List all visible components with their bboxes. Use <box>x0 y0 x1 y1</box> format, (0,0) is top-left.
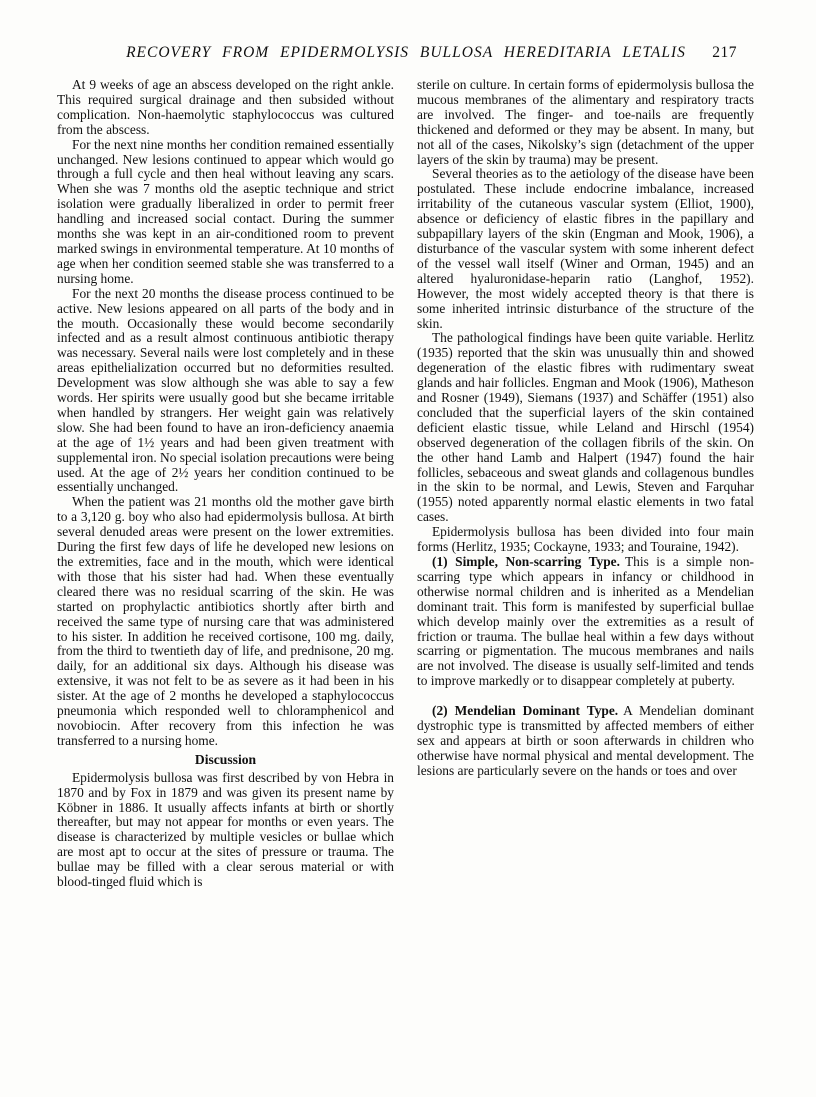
paragraph-case-abscess: At 9 weeks of age an abscess developed on the right ankle. This required surgical drainage and then subsided without complication. Non-haemolytic staphylococcus was cultured from the abscess. <box>57 77 394 137</box>
type-1-lead: (1) Simple, Non-scarring Type. <box>432 554 620 569</box>
paragraph-four-main-forms: Epidermolysis bullosa has been divided into four main forms (Herlitz, 1935; Cockayne, 1933; and Touraine, 1942). <box>417 524 754 555</box>
text-columns <box>57 78 755 890</box>
paragraph-pathological-findings: The pathological findings have been quite variable. Herlitz (1935) reported that the skin was unusually thin and showed degeneration of the elastic fibres with rudimentary sweat glands and hair follicles. Engman and Mook (1906), Matheson and Rosner (1949), Siemans (1937) and Schäffer (1951) also concluded that the superficial layers of the skin contained deficient elastic tissue, while Leland and Hirschl (1954) observed degeneration of the collagen fibrils of the skin. On the other hand Lamb and Halpert (1947) found the hair follicles, sebaceous and sweat glands and collagenous bundles in the skin to be normal, and Lewis, Steven and Farquhar (1955) noted apparently normal elastic elements in two fatal cases. <box>417 330 754 525</box>
discussion-heading: Discussion <box>194 751 257 767</box>
page-number: 217 <box>712 44 737 61</box>
paragraph-sterile-culture: sterile on culture. In certain forms of epidermolysis bullosa the mucous membranes of the alimentary and respiratory tracts are involved. The finger- and toe-nails are frequently thickened and deformed or they may be absent. In many, but not all of the cases, Nikolsky’s sign (detachment of the upper layers of the skin by trauma) may be present. <box>417 77 754 167</box>
paragraph-type-1-simple <box>417 555 754 689</box>
type-2-text: A Mendelian dominant dystrophic type is transmitted by affected members of either sex and appears at birth or soon afterwards in children who otherwise have normal physical and mental development. The lesions are particularly severe on the hands or toes and over <box>417 703 754 778</box>
paragraph-type-2-dominant <box>417 704 754 779</box>
running-head <box>57 44 755 65</box>
right-column <box>417 78 754 890</box>
paragraph-twenty-months: For the next 20 months the disease process continued to be active. New lesions appeared on all parts of the body and in the mouth. Occasionally these would become secondarily infected and as a result almost continuous antibiotic therapy was necessary. Several nails were lost completely and in these areas epithelialization occurred but no deformities resulted. Development was slow although she was able to say a few words. Her spirits were usually good but she became irritable when handled by strangers. Her weight gain was relatively slow. She had been found to have an iron-deficiency anaemia at the age of 1½ years and had been given treatment with supplemental iron. No special isolation precautions were being used. At the age of 2½ years her condition continued to be essentially unchanged. <box>57 285 394 495</box>
paragraph-brother-case: When the patient was 21 months old the mother gave birth to a 3,120 g. boy who also had epidermolysis bullosa. At birth several denuded areas were present on the lower extremities. During the first few days of life he developed new lesions on the extremities, face and in the mouth, which were identical with those that his sister had had. When these eventually cleared there was no residual scarring of the skin. He was started on prophylactic antibiotics shortly after birth and received the same type of nursing care that was administered to his sister. In addition he received cortisone, 100 mg. daily, from the third to twentieth day of life, and prednisone, 20 mg. daily, for an additional six days. Although his disease was extensive, it was not felt to be as severe as it had been in his sister. At the age of 2 months he developed a staphylococcus pneumonia which responded well to chloramphenicol and novobiocin. After recovery from this infection he was transferred to a nursing home. <box>57 494 394 748</box>
paragraph-aetiology-theories: Several theories as to the aetiology of the disease have been postulated. These include endocrine imbalance, increased irritability of the cutaneous vascular system (Elliot, 1900), absence or deficiency of elastic fibres in the papillary and subpapillary layers of the skin (Engman and Mook, 1906), a disturbance of the vascular system with some inherent defect of the vessel wall itself (Winer and Orman, 1945) and an altered hyaluronidase-heparin ratio (Langhof, 1952). However, the most widely accepted theory is that there is some inherited intrinsic disturbance of the structure of the skin. <box>417 166 754 331</box>
paragraph-discussion-intro: Epidermolysis bullosa was first described by von Hebra in 1870 and by Fox in 1879 and was given its present name by Köbner in 1886. It usually affects infants at birth or shortly thereafter, but may not appear for months or even years. The disease is characterized by multiple vesicles or bullae which are most apt to occur at the sites of pressure or trauma. The bullae may be filled with a clear serous material or with blood-tinged fluid which is <box>57 769 394 890</box>
type-2-lead: (2) Mendelian Dominant Type. <box>432 703 619 719</box>
type-1-text: This is a simple non-scarring type which appears in infancy or childhood in otherwise normal children and is inherited as a Mendelian dominant trait. This form is manifested by superficial bullae which develop mainly over the extremities as a result of friction or trauma. The bullae heal within a few days without scarring or pigmentation. The mucous membranes and nails are not involved. The disease is usually self-limited and tends to improve markedly or to disappear completely at puberty. <box>417 554 754 689</box>
running-head-title: RECOVERY FROM EPIDERMOLYSIS BULLOSA HEREDITARIA LETALIS <box>126 44 686 61</box>
paragraph-nine-months: For the next nine months her condition remained essentially unchanged. New lesions continued to appear which would go through a full cycle and then heal without leaving any scars. When she was 7 months old the aseptic technique and strict isolation were gradually liberalized in order to permit freer handling and increased social contact. During the summer months she was kept in an air-conditioned room to prevent marked swings in environmental temperature. At 10 months of age when her condition seemed stable she was transferred to a nursing home. <box>57 136 394 286</box>
left-column <box>57 78 394 890</box>
